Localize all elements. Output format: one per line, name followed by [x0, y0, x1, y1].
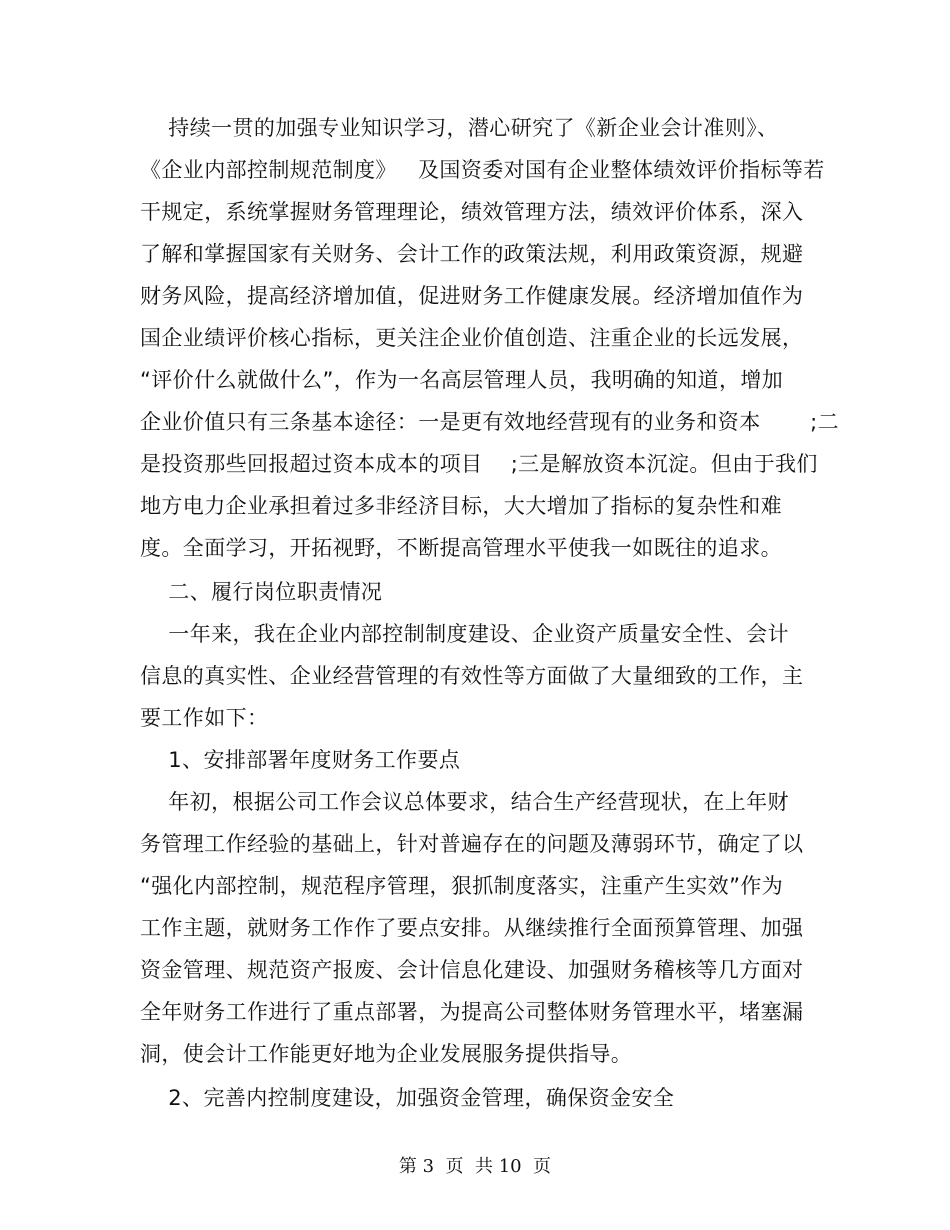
body-line: “强化内部控制，规范程序管理，狠抓制度落实，注重产生实效”作为 [140, 874, 784, 898]
subsection-heading: 2、完善内控制度建设，加强资金管理，确保资金安全 [140, 1086, 675, 1110]
body-line: 务管理工作经验的基础上，针对普遍存在的问题及薄弱环节，确定了以 [140, 832, 804, 856]
body-line: 信息的真实性、企业经营管理的有效性等方面做了大量细致的工作，主 [140, 664, 804, 688]
body-line: 了解和掌握国家有关财务、会计工作的政策法规，利用政策资源，规避 [140, 242, 804, 266]
body-line: 《企业内部控制规范制度》 及国资委对国有企业整体绩效评价指标等若 [140, 158, 825, 182]
subsection-heading: 1、安排部署年度财务工作要点 [140, 748, 461, 772]
body-line: 度。全面学习，开拓视野，不断提高管理水平使我一如既往的追求。 [140, 536, 782, 560]
body-line: 地方电力企业承担着过多非经济目标，大大增加了指标的复杂性和难 [140, 494, 782, 518]
body-line: 国企业绩评价核心指标，更关注企业价值创造、注重企业的长远发展， [140, 326, 804, 350]
body-line: 年初，根据公司工作会议总体要求，结合生产经营现状，在上年财 [140, 790, 789, 814]
body-line: 一年来，我在企业内部控制制度建设、企业资产质量安全性、会计 [140, 622, 789, 646]
body-line: 资金管理、规范资产报废、会计信息化建设、加强财务稽核等几方面对 [140, 958, 804, 982]
body-line: 要工作如下： [140, 706, 269, 730]
body-line: 企业价值只有三条基本途径：一是更有效地经营现有的业务和资本 ;二 [140, 410, 839, 434]
body-line: 洞，使会计工作能更好地为企业发展服务提供指导。 [140, 1042, 633, 1066]
body-line: 财务风险，提高经济增加值，促进财务工作健康发展。经济增加值作为 [140, 284, 804, 308]
body-line: 全年财务工作进行了重点部署，为提高公司整体财务管理水平，堵塞漏 [140, 1000, 804, 1024]
body-line: 工作主题，就财务工作作了要点安排。从继续推行全面预算管理、加强 [140, 916, 804, 940]
body-line: 干规定，系统掌握财务管理理论，绩效管理方法，绩效评价体系，深入 [140, 200, 804, 224]
body-line: “评价什么就做什么”，作为一名高层管理人员，我明确的知道，增加 [140, 368, 784, 392]
body-line: 持续一贯的加强专业知识学习，潜心研究了《新企业会计准则》、 [140, 116, 779, 140]
page-number-footer: 第 3 页 共 10 页 [398, 1156, 552, 1177]
section-heading: 二、履行岗位职责情况 [140, 580, 383, 604]
body-line: 是投资那些回报超过资本成本的项目 ;三是解放资本沉淀。但由于我们 [140, 452, 818, 476]
